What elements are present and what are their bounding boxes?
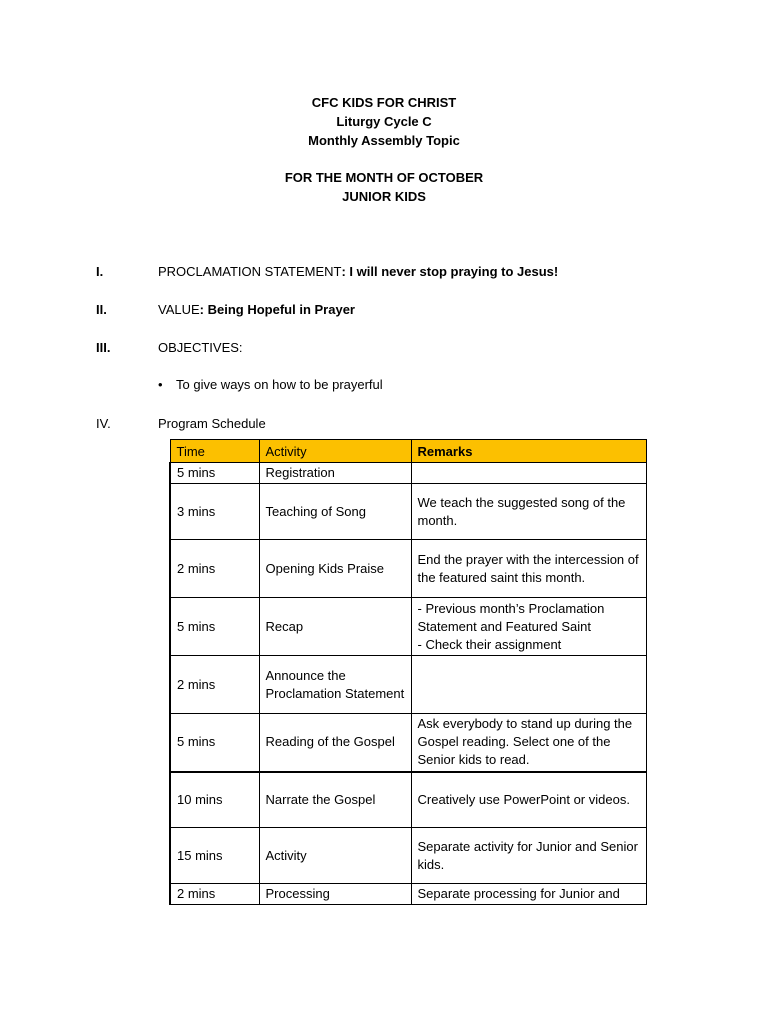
section-label: VALUE — [158, 302, 200, 317]
liturgy-cycle: Liturgy Cycle C — [336, 114, 432, 129]
value-statement: Being Hopeful in Prayer — [207, 302, 355, 317]
time-cell: 5 mins — [170, 598, 259, 656]
time-cell: 5 mins — [170, 463, 259, 484]
section-label: OBJECTIVES: — [158, 340, 243, 355]
section-body — [158, 300, 355, 320]
header-remarks: Remarks — [411, 440, 646, 463]
activity-cell: Narrate the Gospel — [259, 772, 411, 828]
time-cell: 3 mins — [170, 484, 259, 540]
remarks-cell — [411, 463, 646, 484]
activity-cell: Opening Kids Praise — [259, 540, 411, 598]
activity-cell: Reading of the Gospel — [259, 714, 411, 772]
section-proclamation — [0, 262, 768, 282]
section-separator: : — [199, 302, 208, 317]
activity-cell: Activity — [259, 828, 411, 884]
section-number: II. — [96, 302, 107, 317]
table-row — [170, 772, 646, 828]
table-header-row — [170, 440, 646, 463]
activity-cell: Recap — [259, 598, 411, 656]
section-label: Program Schedule — [158, 416, 266, 431]
time-cell: 10 mins — [170, 772, 259, 828]
table-row — [170, 884, 646, 905]
table-row — [170, 828, 646, 884]
time-cell: 2 mins — [170, 884, 259, 905]
section-value — [0, 300, 768, 320]
table-row — [170, 714, 646, 772]
proclamation-statement: I will never stop praying to Jesus! — [349, 264, 559, 279]
table-row — [170, 598, 646, 656]
section-objectives — [0, 338, 768, 358]
remarks-cell: We teach the suggested song of the month. — [411, 484, 646, 540]
activity-cell: Teaching of Song — [259, 484, 411, 540]
table-row — [170, 656, 646, 714]
assembly-topic-title: Monthly Assembly Topic — [308, 133, 460, 148]
objective-list-item — [158, 375, 383, 395]
document-header — [0, 93, 768, 206]
objective-text: To give ways on how to be prayerful — [176, 377, 383, 392]
time-cell: 5 mins — [170, 714, 259, 772]
bullet-icon: • — [158, 377, 163, 392]
table-row — [170, 484, 646, 540]
section-separator: : — [341, 264, 350, 279]
section-body — [158, 262, 558, 282]
time-cell: 15 mins — [170, 828, 259, 884]
section-number: IV. — [96, 416, 111, 431]
header-time: Time — [170, 440, 259, 463]
table-row — [170, 540, 646, 598]
section-number: III. — [96, 340, 111, 355]
remarks-cell: Separate processing for Junior and — [411, 884, 646, 905]
activity-cell: Announce the Proclamation Statement — [259, 656, 411, 714]
month-title: FOR THE MONTH OF OCTOBER — [284, 170, 484, 185]
table-row — [170, 463, 646, 484]
time-cell: 2 mins — [170, 656, 259, 714]
section-label: PROCLAMATION STATEMENT — [158, 264, 342, 279]
audience-title: JUNIOR KIDS — [342, 189, 426, 204]
activity-cell: Registration — [259, 463, 411, 484]
remarks-cell: Ask everybody to stand up during the Gospel reading. Select one of the Senior kids to read. — [411, 714, 646, 772]
program-schedule-table — [169, 439, 647, 905]
section-schedule — [0, 414, 768, 434]
section-number: I. — [96, 264, 104, 279]
remarks-cell: Creatively use PowerPoint or videos. — [411, 772, 646, 828]
remarks-cell: Separate activity for Junior and Senior kids. — [411, 828, 646, 884]
header-activity: Activity — [259, 440, 411, 463]
remarks-cell: - Previous month’s Proclamation Statement and Featured Saint - Check their assignment — [411, 598, 646, 656]
remarks-cell: End the prayer with the intercession of the featured saint this month. — [411, 540, 646, 598]
org-title: CFC KIDS FOR CHRIST — [311, 95, 457, 110]
remarks-cell — [411, 656, 646, 714]
time-cell: 2 mins — [170, 540, 259, 598]
activity-cell: Processing — [259, 884, 411, 905]
